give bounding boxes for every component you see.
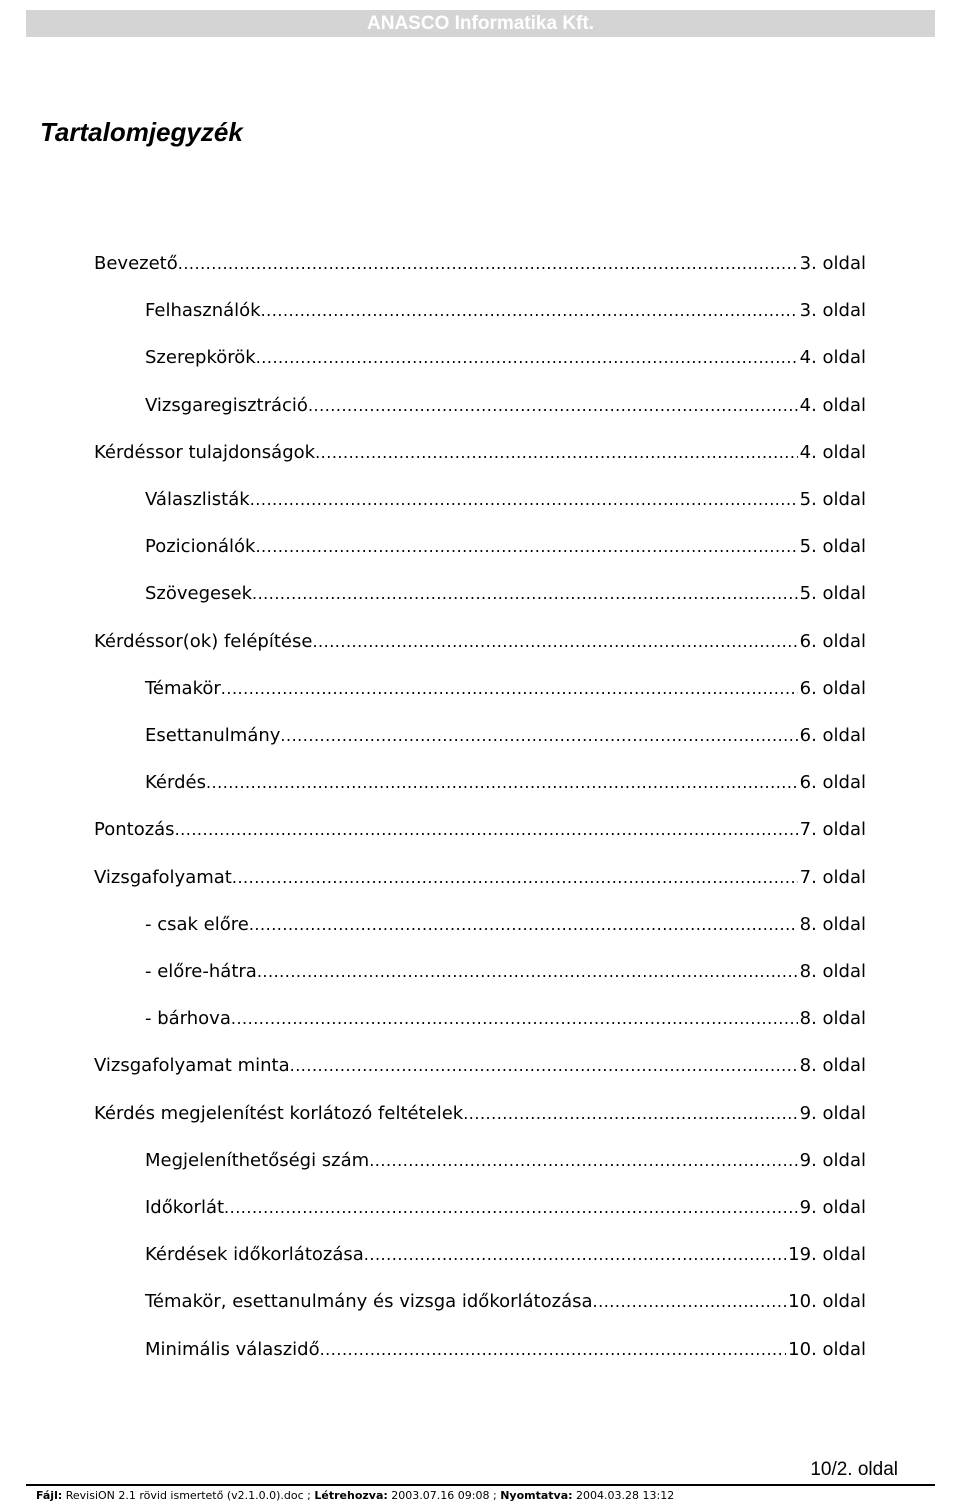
toc-entry[interactable] — [145, 958, 866, 986]
toc-entry[interactable] — [145, 1241, 866, 1269]
toc-entry[interactable] — [145, 533, 866, 561]
toc-dot-leader — [369, 1147, 797, 1175]
toc-entry-page: 8. oldal — [799, 961, 866, 982]
toc-dot-leader — [320, 1336, 787, 1364]
toc-entry-page: 6. oldal — [799, 631, 866, 652]
toc-dot-leader — [231, 1005, 798, 1033]
toc-entry-label: Felhasználók — [145, 300, 261, 321]
toc-dot-leader — [224, 1194, 798, 1222]
toc-entry[interactable] — [145, 675, 866, 703]
toc-entry[interactable] — [145, 344, 866, 372]
footer-printed-value: 2004.03.28 13:12 — [576, 1489, 675, 1502]
footer-file-value: RevisiON 2.1 rövid ismertető (v2.1.0.0).doc ; — [65, 1489, 311, 1502]
toc-entry-label: Vizsgafolyamat minta — [94, 1055, 290, 1076]
toc-entry-page: 6. oldal — [799, 678, 866, 699]
footer-created-value: 2003.07.16 09:08 ; — [391, 1489, 497, 1502]
toc-entry[interactable] — [145, 769, 866, 797]
toc-entry-label: Kérdés megjelenítést korlátozó feltételek — [94, 1103, 464, 1124]
toc-entry[interactable] — [145, 392, 866, 420]
toc-entry[interactable] — [94, 439, 866, 467]
page-number: 10/2. oldal — [810, 1459, 898, 1480]
toc-dot-leader — [250, 486, 798, 514]
toc-entry[interactable] — [145, 297, 866, 325]
toc-dot-leader — [249, 911, 798, 939]
page-title: Tartalomjegyzék — [40, 117, 243, 147]
toc-entry-page: 19. oldal — [788, 1244, 866, 1265]
toc-entry-label: Szerepkörök — [145, 347, 256, 368]
toc-entry-label: Vizsgafolyamat — [94, 867, 232, 888]
toc-entry-label: Megjeleníthetőségi szám — [145, 1150, 370, 1171]
toc-entry-page: 7. oldal — [799, 819, 866, 840]
toc-entry[interactable] — [145, 722, 866, 750]
toc-dot-leader — [290, 1052, 798, 1080]
toc-dot-leader — [255, 533, 797, 561]
toc-entry-label: Pontozás — [94, 819, 175, 840]
toc-entry-page: 9. oldal — [799, 1150, 866, 1171]
toc-entry-page: 3. oldal — [799, 300, 866, 321]
toc-entry-page: 9. oldal — [799, 1103, 866, 1124]
toc-entry-page: 4. oldal — [799, 395, 866, 416]
toc-entry-page: 6. oldal — [799, 772, 866, 793]
toc-dot-leader — [232, 864, 798, 892]
toc-entry-page: 9. oldal — [799, 1197, 866, 1218]
toc-entry-page: 10. oldal — [788, 1339, 866, 1360]
toc-dot-leader — [178, 250, 798, 278]
toc-dot-leader — [463, 1100, 797, 1128]
toc-entry-label: - előre-hátra — [145, 961, 257, 982]
toc-dot-leader — [280, 722, 797, 750]
footer-created-label: Létrehozva: — [314, 1489, 388, 1502]
toc-entry[interactable] — [145, 911, 866, 939]
toc-entry-page: 8. oldal — [799, 1008, 866, 1029]
toc-entry-page: 6. oldal — [799, 725, 866, 746]
toc-dot-leader — [312, 628, 797, 656]
toc-entry[interactable] — [145, 486, 866, 514]
toc-dot-leader — [315, 439, 798, 467]
toc-entry-page: 8. oldal — [799, 914, 866, 935]
toc-entry-label: Bevezető — [94, 253, 178, 274]
toc-entry-label: Vizsgaregisztráció — [145, 395, 308, 416]
toc-entry-label: Témakör — [145, 678, 221, 699]
toc-dot-leader — [256, 344, 798, 372]
toc-entry-label: Kérdés — [145, 772, 206, 793]
toc-entry[interactable] — [94, 1052, 866, 1080]
toc-entry-label: Pozicionálók — [145, 536, 256, 557]
toc-entry[interactable] — [145, 1147, 866, 1175]
footer-file-label: Fájl: — [36, 1489, 63, 1502]
toc-entry-page: 7. oldal — [799, 867, 866, 888]
toc-dot-leader — [221, 675, 798, 703]
toc-entry-label: Kérdéssor tulajdonságok — [94, 442, 316, 463]
toc-entry[interactable] — [94, 250, 866, 278]
toc-entry-page: 5. oldal — [799, 489, 866, 510]
toc-entry-page: 5. oldal — [799, 583, 866, 604]
toc-entry-page: 4. oldal — [799, 442, 866, 463]
toc-dot-leader — [252, 580, 798, 608]
toc-entry[interactable] — [94, 864, 866, 892]
footer-divider — [26, 1484, 935, 1486]
toc-entry[interactable] — [94, 628, 866, 656]
toc-dot-leader — [206, 769, 798, 797]
toc-entry-label: Minimális válaszidő — [145, 1339, 320, 1360]
toc-entry[interactable] — [145, 1194, 866, 1222]
toc-dot-leader — [257, 958, 798, 986]
company-name: ANASCO Informatika Kft. — [367, 13, 594, 34]
toc-dot-leader — [593, 1288, 787, 1316]
toc-dot-leader — [364, 1241, 786, 1269]
toc-entry-label: - csak előre — [145, 914, 249, 935]
toc-entry-label: Válaszlisták — [145, 489, 250, 510]
toc-entry-label: Témakör, esettanulmány és vizsga időkorlátozása — [145, 1291, 593, 1312]
toc-entry-label: Esettanulmány — [145, 725, 281, 746]
toc-entry-label: Kérdéssor(ok) felépítése — [94, 631, 313, 652]
footer — [36, 1489, 674, 1502]
toc-entry-page: 10. oldal — [788, 1291, 866, 1312]
toc-entry-label: - bárhova — [145, 1008, 231, 1029]
toc-entry-label: Kérdések időkorlátozása — [145, 1244, 364, 1265]
toc-entry[interactable] — [145, 1336, 866, 1364]
toc-dot-leader — [261, 297, 798, 325]
toc-entry[interactable] — [145, 1288, 866, 1316]
toc-dot-leader — [175, 816, 798, 844]
toc-entry-page: 8. oldal — [799, 1055, 866, 1076]
toc-entry[interactable] — [94, 816, 866, 844]
toc-entry-page: 4. oldal — [799, 347, 866, 368]
toc-entry-page: 5. oldal — [799, 536, 866, 557]
toc-entry-label: Időkorlát — [145, 1197, 225, 1218]
toc-entry[interactable] — [145, 1005, 866, 1033]
toc-entry[interactable] — [145, 580, 866, 608]
footer-printed-label: Nyomtatva: — [500, 1489, 573, 1502]
toc-entry-label: Szövegesek — [145, 583, 252, 604]
toc-dot-leader — [308, 392, 798, 420]
toc-entry[interactable] — [94, 1100, 866, 1128]
toc-entry-page: 3. oldal — [799, 253, 866, 274]
